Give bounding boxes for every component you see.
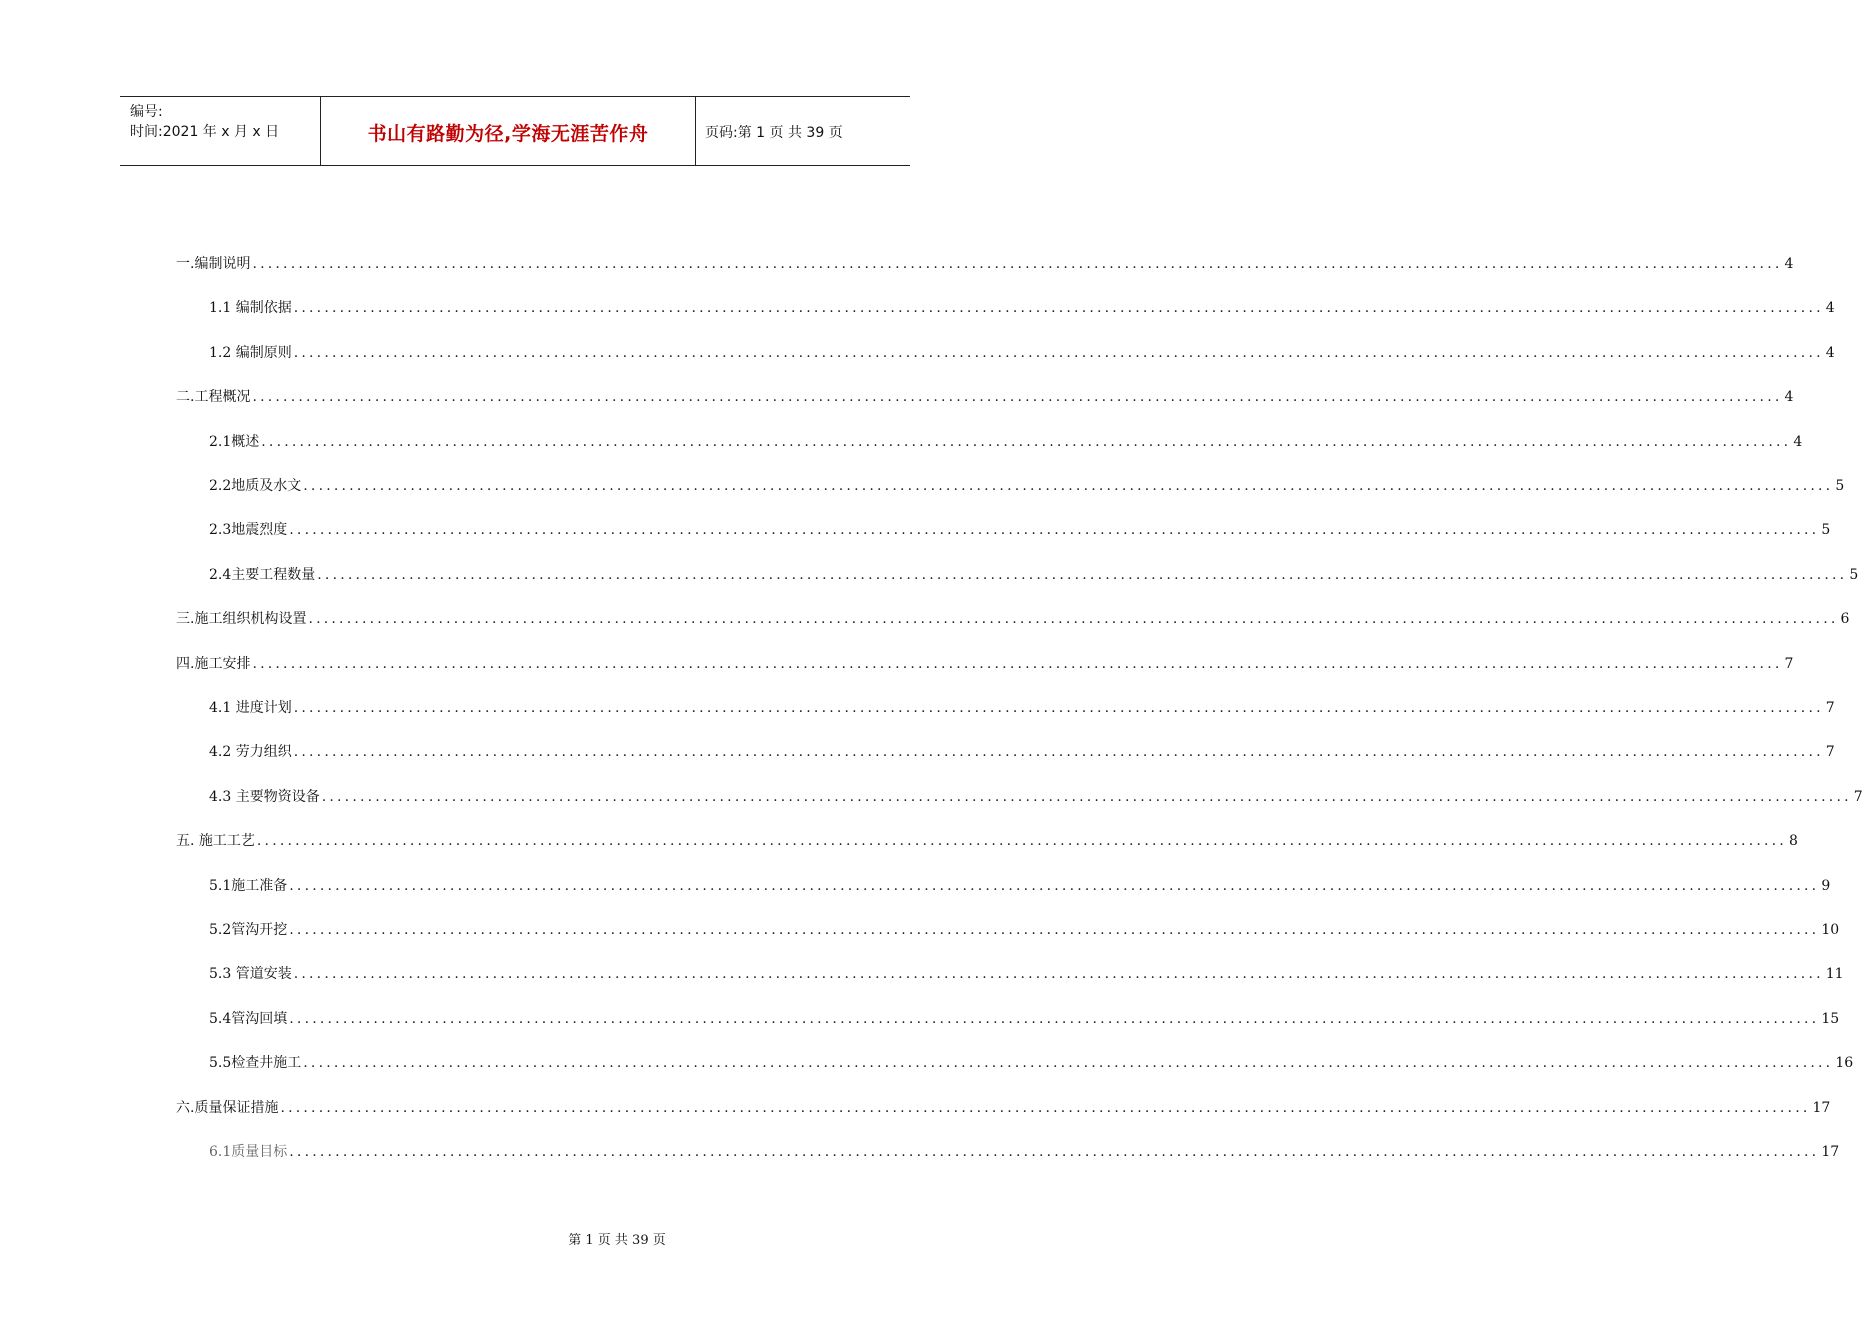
toc-entry-page: 5 [1849,567,1859,583]
toc-dot-leader: ........................................................................................................................................................................................................ [256,833,1787,849]
toc-entry[interactable] [209,1141,1840,1163]
toc-entry-title: 2.2地质及水文 [209,478,302,494]
toc-entry-title: 4.3 主要物资设备 [209,789,320,805]
toc-dot-leader: ........................................................................................................................................................................................................ [252,256,1783,272]
toc-entry-title: 5.2管沟开挖 [209,922,288,938]
page-footer [0,1229,950,1248]
toc-entry[interactable] [209,519,1831,541]
toc-entry[interactable] [209,875,1831,897]
toc-entry-title: 5.3 管道安装 [209,966,292,982]
toc-entry[interactable] [176,253,1794,275]
toc-dot-leader: ........................................................................................................................................................................................................ [252,389,1783,405]
toc-dot-leader: ........................................................................................................................................................................................................ [261,434,1792,450]
toc-entry-title: 1.1 编制依据 [209,300,292,316]
toc-entry-title: 2.4主要工程数量 [209,567,316,583]
toc-entry-title: 二.工程概况 [176,389,251,405]
toc-entry[interactable] [209,963,1844,985]
toc-entry-page: 17 [1812,1100,1831,1116]
toc-entry-page: 17 [1821,1144,1840,1160]
toc-entry-page: 4 [1825,345,1835,361]
toc-dot-leader: ........................................................................................................................................................................................................ [289,1011,1820,1027]
toc-dot-leader: ........................................................................................................................................................................................................ [317,567,1848,583]
toc-entry-page: 7 [1825,700,1835,716]
toc-dot-leader: ........................................................................................................................................................................................................ [303,478,1834,494]
toc-entry-title: 五. 施工工艺 [176,833,255,849]
toc-entry-page: 4 [1825,300,1835,316]
serial-number-label: 编号: [130,104,163,120]
toc-entry[interactable] [209,786,1863,808]
toc-entry-title: 4.1 进度计划 [209,700,292,716]
toc-entry[interactable] [176,608,1850,630]
toc-entry-page: 15 [1821,1011,1840,1027]
toc-entry-page: 11 [1825,966,1844,982]
toc-entry-page: 5 [1821,522,1831,538]
toc-entry[interactable] [209,1052,1854,1074]
toc-entry-page: 9 [1821,878,1831,894]
toc-entry-title: 2.3地震烈度 [209,522,288,538]
header-left-cell [120,97,320,165]
toc-dot-leader: ........................................................................................................................................................................................................ [293,966,1824,982]
toc-entry-page: 10 [1821,922,1840,938]
toc-entry[interactable] [209,431,1803,453]
document-header [120,96,910,166]
toc-entry[interactable] [209,297,1835,319]
toc-dot-leader: ........................................................................................................................................................................................................ [293,744,1824,760]
toc-entry-page: 4 [1784,389,1794,405]
toc-dot-leader: ........................................................................................................................................................................................................ [293,700,1824,716]
toc-dot-leader: ........................................................................................................................................................................................................ [280,1100,1811,1116]
toc-entry[interactable] [209,564,1859,586]
toc-dot-leader: ........................................................................................................................................................................................................ [303,1055,1834,1071]
toc-entry[interactable] [176,386,1794,408]
toc-entry[interactable] [209,919,1840,941]
header-right-cell [695,97,910,165]
toc-entry-page: 6 [1840,611,1850,627]
toc-entry-title: 一.编制说明 [176,256,251,272]
toc-entry[interactable] [209,475,1845,497]
toc-entry[interactable] [209,1008,1840,1030]
toc-entry-page: 16 [1835,1055,1854,1071]
toc-entry-title: 四.施工安排 [176,656,251,672]
page-code-label: 页码:第 1 页 共 39 页 [705,125,843,141]
toc-entry-title: 4.2 劳力组织 [209,744,292,760]
footer-page-number: 第 1 页 共 39 页 [568,1233,666,1248]
toc-entry[interactable] [209,342,1835,364]
toc-entry-title: 六.质量保证措施 [176,1100,279,1116]
motto-text: 书山有路勤为径,学海无涯苦作舟 [367,123,649,145]
toc-entry-page: 4 [1793,434,1803,450]
header-middle-cell [320,97,696,165]
toc-dot-leader: ........................................................................................................................................................................................................ [289,522,1820,538]
toc-entry-page: 7 [1825,744,1835,760]
toc-entry[interactable] [176,1097,1831,1119]
toc-dot-leader: ........................................................................................................................................................................................................ [308,611,1839,627]
toc-entry[interactable] [176,653,1794,675]
toc-entry-title: 5.1施工准备 [209,878,288,894]
toc-entry-title: 5.4管沟回填 [209,1011,288,1027]
toc-entry-page: 7 [1784,656,1794,672]
toc-entry-title: 三.施工组织机构设置 [176,611,307,627]
toc-entry-title: 1.2 编制原则 [209,345,292,361]
toc-dot-leader: ........................................................................................................................................................................................................ [321,789,1852,805]
toc-entry[interactable] [176,830,1798,852]
toc-dot-leader: ........................................................................................................................................................................................................ [289,878,1820,894]
toc-entry-title: 5.5检查井施工 [209,1055,302,1071]
toc-entry-page: 7 [1853,789,1863,805]
toc-entry-page: 5 [1835,478,1845,494]
toc-dot-leader: ........................................................................................................................................................................................................ [252,656,1783,672]
time-label: 时间:2021 年 x 月 x 日 [130,124,280,140]
toc-dot-leader: ........................................................................................................................................................................................................ [293,345,1824,361]
toc-dot-leader: ........................................................................................................................................................................................................ [289,922,1820,938]
toc-entry-page: 8 [1788,833,1798,849]
toc-entry-title: 2.1概述 [209,434,260,450]
toc-dot-leader: ........................................................................................................................................................................................................ [293,300,1824,316]
toc-dot-leader: ........................................................................................................................................................................................................ [289,1144,1820,1160]
toc-entry[interactable] [209,741,1835,763]
toc-entry-page: 4 [1784,256,1794,272]
toc-entry[interactable] [209,697,1835,719]
toc-entry-title: 6.1质量目标 [209,1144,288,1160]
